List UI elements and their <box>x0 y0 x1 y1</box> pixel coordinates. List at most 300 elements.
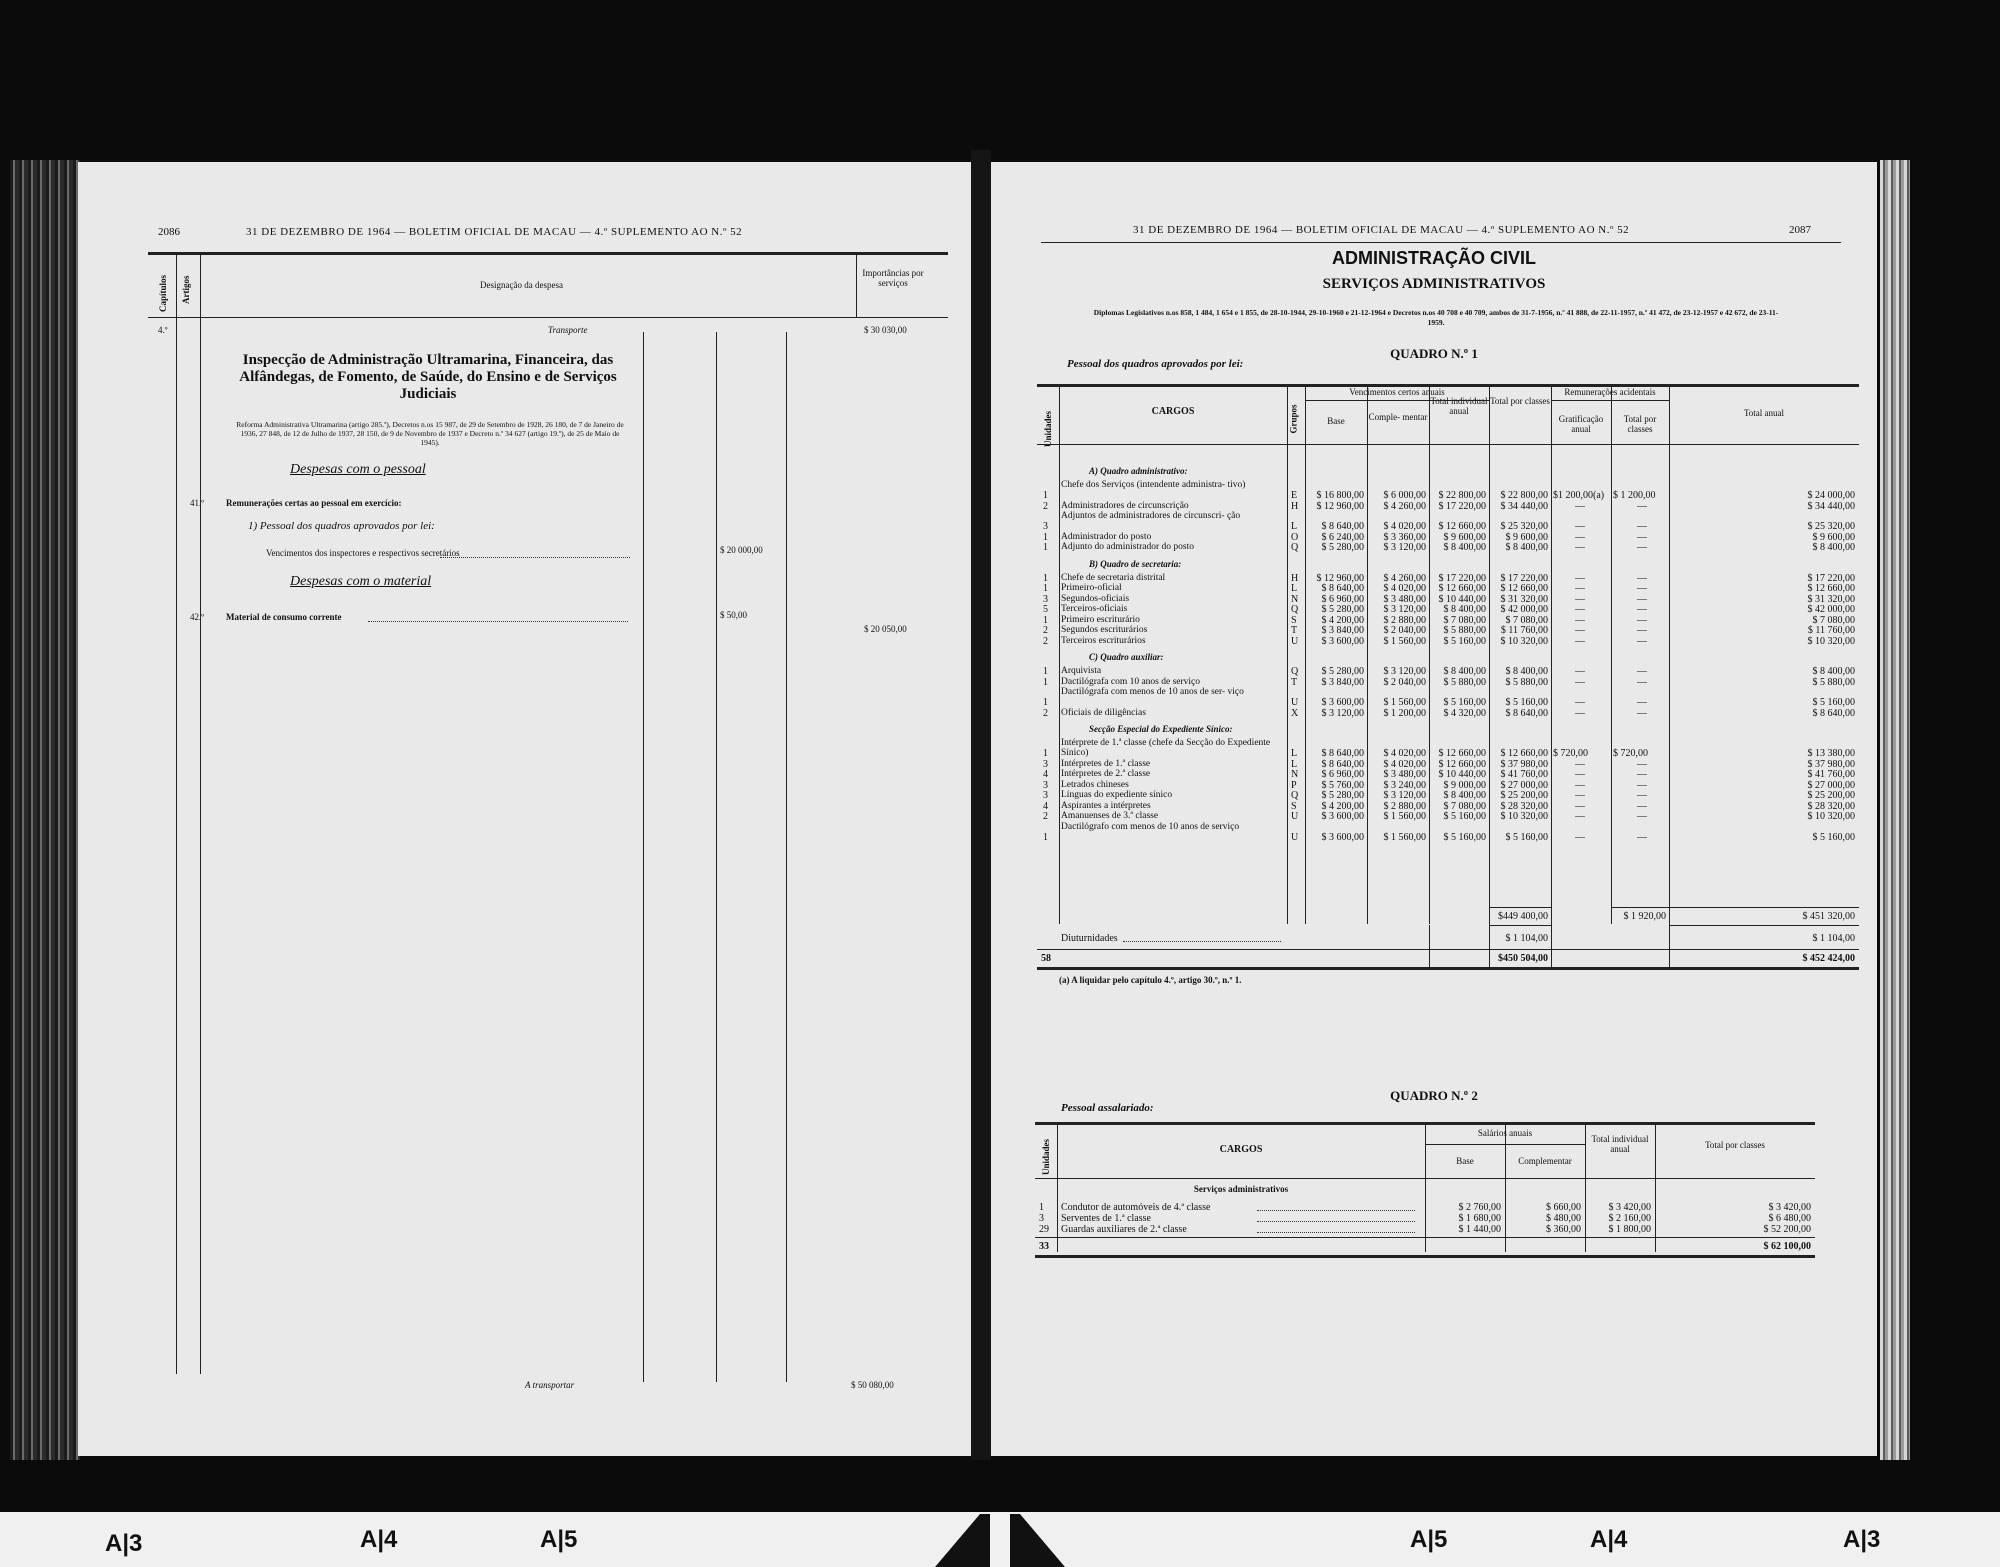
base-value: $ 6 960,00 <box>1321 593 1364 605</box>
grat-value: — <box>1575 572 1585 584</box>
cls2-value: — <box>1637 531 1647 543</box>
col-cargos: CARGOS <box>1151 406 1195 417</box>
grupo: U <box>1291 831 1299 843</box>
unit-count: 3 <box>1043 790 1048 801</box>
cls-value: $ 37 980,00 <box>1500 758 1548 770</box>
col-complementar: Comple- mentar <box>1368 412 1428 422</box>
unit-count: 1 <box>1043 676 1048 688</box>
col-base: Base <box>1456 1156 1474 1166</box>
grupo: H <box>1291 572 1299 584</box>
ind-value: $ 5 160,00 <box>1443 831 1486 843</box>
col-total-classes-2: Total por classes <box>1623 414 1657 434</box>
base-value: $ 3 600,00 <box>1321 635 1364 647</box>
unit-count: 3 <box>1043 758 1048 770</box>
table-section-heading: Secção Especial do Expediente Sínico: <box>1089 724 1233 734</box>
rule <box>1669 907 1670 967</box>
footnote: (a) A liquidar pelo capítulo 4.º, artigo 30.º, n.º 1. <box>1059 975 1242 985</box>
grand-cls: $450 504,00 <box>1498 953 1548 964</box>
article-42: 42.º <box>190 612 205 622</box>
cls-value: $ 12 660,00 <box>1500 583 1548 594</box>
cls-value: $ 42 000,00 <box>1500 604 1548 615</box>
unit-count: 1 <box>1043 697 1048 708</box>
quadro-1-title: QUADRO N.º 1 <box>1390 346 1478 361</box>
base-value: $ 1 680,00 <box>1458 1213 1501 1224</box>
transporte-value: $ 30 030,00 <box>864 325 907 335</box>
rule <box>1611 907 1859 908</box>
ind-value: $ 5 160,00 <box>1443 697 1486 708</box>
grupo: X <box>1291 707 1299 719</box>
dotted-leader <box>1257 1232 1415 1233</box>
cargo-name: Adjuntos de administradores de circunscri- ção <box>1061 511 1241 521</box>
base-value: $ 3 600,00 <box>1321 811 1364 822</box>
ind-value: $ 10 440,00 <box>1438 769 1486 780</box>
cargo-name: Guardas auxiliares de 2.ª classe <box>1061 1224 1187 1235</box>
cls-value: $ 41 760,00 <box>1500 769 1548 780</box>
cls-value: $ 31 320,00 <box>1500 593 1548 605</box>
cls-value: $ 52 200,00 <box>1763 1224 1811 1235</box>
comp-value: $ 3 120,00 <box>1383 790 1426 801</box>
base-value: $ 12 960,00 <box>1316 500 1364 512</box>
ind-value: $ 5 160,00 <box>1443 811 1486 822</box>
cls-value: $ 5 160,00 <box>1505 697 1548 708</box>
cargo-name: Chefe dos Serviços (intendente administra- tivo) <box>1061 480 1246 490</box>
ind-value: $ 4 320,00 <box>1443 707 1486 719</box>
subsection-1: 1) Pessoal dos quadros aprovados por lei: <box>248 520 435 532</box>
cls2-value: — <box>1637 831 1647 843</box>
comp-value: $ 4 020,00 <box>1383 583 1426 594</box>
ind-value: $ 8 400,00 <box>1443 604 1486 615</box>
grat-value: $1 200,00(a) <box>1553 490 1605 501</box>
table-section-heading: C) Quadro auxiliar: <box>1089 652 1164 662</box>
col-vencimentos: Vencimentos certos anuais <box>1349 387 1445 397</box>
unit-count: 3 <box>1039 1213 1044 1224</box>
rule <box>1551 384 1552 924</box>
base-value: $ 3 840,00 <box>1321 625 1364 636</box>
comp-value: $ 2 040,00 <box>1383 676 1426 688</box>
unit-count: 1 <box>1043 531 1048 543</box>
grat-value: — <box>1575 707 1585 719</box>
cargo-name: Terceiros-oficiais <box>1061 604 1128 614</box>
rule <box>1429 925 1430 967</box>
unit-count: 1 <box>1043 831 1048 843</box>
film-marker: A|4 <box>360 1526 398 1553</box>
total-value: $ 7 080,00 <box>1812 614 1855 626</box>
unit-count: 4 <box>1043 800 1048 812</box>
cls2-value: — <box>1637 790 1647 801</box>
col-remuneracoes: Remunerações acidentais <box>1564 387 1656 397</box>
base-value: $ 3 840,00 <box>1321 676 1364 688</box>
sum-total: $ 451 320,00 <box>1802 911 1855 922</box>
rule <box>1035 1255 1815 1258</box>
col-total-individual: Total individual anual <box>1430 396 1488 416</box>
grat-value: — <box>1575 625 1585 636</box>
rule <box>1551 400 1669 401</box>
col-total-anual: Total anual <box>1743 408 1785 418</box>
grat-value: — <box>1575 758 1585 770</box>
grat-value: — <box>1575 779 1585 791</box>
base-value: $ 5 280,00 <box>1321 604 1364 615</box>
right-page <box>991 162 1877 1456</box>
total-value: $ 42 000,00 <box>1807 604 1855 615</box>
grupo: L <box>1291 583 1298 594</box>
comp-value: $ 3 480,00 <box>1383 593 1426 605</box>
grupo: Q <box>1291 666 1299 677</box>
base-value: $ 8 640,00 <box>1321 748 1364 759</box>
ind-value: $ 12 660,00 <box>1438 748 1486 759</box>
cls-value: $ 8 400,00 <box>1505 542 1548 553</box>
rule <box>1489 384 1490 924</box>
grand-total: $ 452 424,00 <box>1802 953 1855 964</box>
unit-count: 1 <box>1043 490 1048 501</box>
grat-value: — <box>1575 666 1585 677</box>
cls-value: $ 8 640,00 <box>1505 707 1548 719</box>
total-value: $ 25 320,00 <box>1807 521 1855 532</box>
ind-value: $ 7 080,00 <box>1443 800 1486 812</box>
grat-value: — <box>1575 593 1585 605</box>
grupo: L <box>1291 758 1298 770</box>
a-transportar-label: A transportar <box>525 1380 575 1390</box>
grupo: U <box>1291 811 1299 822</box>
grupo: H <box>1291 500 1299 512</box>
base-value: $ 5 280,00 <box>1321 666 1364 677</box>
cls2-value: — <box>1637 542 1647 553</box>
article-41-text: Remunerações certas ao pessoal em exercício: <box>226 498 402 508</box>
quadro-2-title: QUADRO N.º 2 <box>1390 1088 1478 1103</box>
total-value: $ 12 660,00 <box>1807 583 1855 594</box>
comp-value: $ 4 260,00 <box>1383 500 1426 512</box>
table-section-heading: Serviços administrativos <box>1193 1184 1289 1194</box>
cargo-name: Chefe de secretaria distrital <box>1061 572 1166 583</box>
col-unidades: Unidades <box>1041 1139 1051 1176</box>
page-number: 2087 <box>1789 224 1811 236</box>
total-value: $ 25 200,00 <box>1807 790 1855 801</box>
dotted-leader <box>1257 1221 1415 1222</box>
unit-count: 29 <box>1039 1224 1049 1235</box>
book-edge-right <box>1880 160 1910 1460</box>
diuturnidades-label: Diuturnidades <box>1061 933 1118 944</box>
transporte-label: Transporte <box>548 325 588 335</box>
comp-value: $ 3 480,00 <box>1383 769 1426 780</box>
grupo: E <box>1291 490 1298 501</box>
article-41: 41.º <box>190 498 205 508</box>
comp-value: $ 6 000,00 <box>1383 490 1426 501</box>
grupo: T <box>1291 676 1298 688</box>
vencimentos-value: $ 20 000,00 <box>720 545 763 555</box>
cls2-value: — <box>1637 676 1647 688</box>
ind-value: $ 8 400,00 <box>1443 666 1486 677</box>
cargo-name: Letrados chineses <box>1061 779 1129 790</box>
cls-value: $ 5 160,00 <box>1505 831 1548 843</box>
col-grupos: Grupos <box>1288 404 1299 434</box>
comp-value: $ 4 020,00 <box>1383 521 1426 532</box>
vencimentos-text: Vencimentos dos inspectores e respectivos secretários <box>266 548 460 558</box>
cargo-name: Arquivista <box>1061 666 1102 676</box>
sum-cls: $449 400,00 <box>1498 911 1548 922</box>
quadro-1-table <box>1037 384 1859 1147</box>
comp-value: $ 360,00 <box>1546 1224 1581 1235</box>
comp-value: $ 3 360,00 <box>1383 531 1426 543</box>
cls-value: $ 12 660,00 <box>1500 748 1548 759</box>
article-42-text: Material de consumo corrente <box>226 612 342 622</box>
a-transportar-value: $ 50 080,00 <box>851 1380 894 1390</box>
subtotal-value: $ 20 050,00 <box>864 624 907 634</box>
base-value: $ 1 440,00 <box>1458 1224 1501 1235</box>
col-cargos: CARGOS <box>1219 1144 1263 1155</box>
rule <box>1489 907 1551 908</box>
total-value: $ 8 640,00 <box>1812 707 1855 719</box>
col-total-individual: Total individual anual <box>1591 1134 1649 1154</box>
comp-value: $ 3 120,00 <box>1383 666 1426 677</box>
rule <box>1489 925 1551 926</box>
comp-value: $ 3 120,00 <box>1383 542 1426 553</box>
page-header: 31 DE DEZEMBRO DE 1964 — BOLETIM OFICIAL DE MACAU — 4.º SUPLEMENTO AO N.º 52 <box>1133 224 1630 236</box>
ind-value: $ 22 800,00 <box>1438 490 1486 501</box>
base-value: $ 8 640,00 <box>1321 583 1364 594</box>
comp-value: $ 3 120,00 <box>1383 604 1426 615</box>
grupo: U <box>1291 635 1299 647</box>
section-title: Inspecção de Administração Ultramarina, Financeira, das Alfândegas, de Fomento, de Saúde, do Ensino e de Serviços Judiciais <box>239 352 617 402</box>
grupo: O <box>1291 531 1299 543</box>
cls2-value: — <box>1637 500 1647 512</box>
total-units: 33 <box>1039 1241 1049 1252</box>
total-units: 58 <box>1041 953 1051 964</box>
ind-value: $ 1 800,00 <box>1608 1224 1651 1235</box>
cargo-name: Condutor de automóveis de 4.ª classe <box>1061 1202 1211 1213</box>
ind-value: $ 17 220,00 <box>1438 500 1486 512</box>
base-value: $ 16 800,00 <box>1316 490 1364 501</box>
comp-value: $ 2 880,00 <box>1383 800 1426 812</box>
comp-value: $ 4 020,00 <box>1383 758 1426 770</box>
grupo: L <box>1291 748 1298 759</box>
rule <box>1035 1237 1815 1238</box>
total-value: $ 5 880,00 <box>1812 676 1855 688</box>
cls-value: $ 5 880,00 <box>1505 676 1548 688</box>
base-value: $ 6 240,00 <box>1321 531 1364 543</box>
film-marker: A|3 <box>1843 1526 1881 1553</box>
grat-value: — <box>1575 542 1585 553</box>
film-arrow-icon <box>935 1512 1065 1567</box>
unit-count: 3 <box>1043 779 1048 791</box>
section-note: Reforma Administrativa Ultramarina (artigo 285.º), Decretos n.os 15 987, de 29 de Setembro de 1928, 26 180, de 7 de Janeiro de 1936, 27 848, de 12 de Julho de 1937, 28 150, de 9 de Novembro de 1937 e Decreto n.º 34 627 (artigo 19.º), de 25 de Maio de 1945). <box>236 420 624 447</box>
cargo-name: Administradores de circunscrição <box>1061 500 1189 511</box>
grat-value: — <box>1575 676 1585 688</box>
comp-value: $ 1 560,00 <box>1383 831 1426 843</box>
comp-value: $ 1 200,00 <box>1383 707 1426 719</box>
table-section-heading: B) Quadro de secretaria: <box>1089 558 1182 569</box>
cargo-name: Intérprete de 1.ª classe (chefe da Secção do Expediente Sínico) <box>1061 738 1271 758</box>
cls2-value: — <box>1637 583 1647 594</box>
base-value: $ 12 960,00 <box>1316 572 1364 584</box>
grupo: N <box>1291 769 1299 780</box>
cls2-value: — <box>1637 593 1647 605</box>
grat-value: — <box>1575 604 1585 615</box>
total-value: $ 10 320,00 <box>1807 635 1855 647</box>
book-edge-left <box>10 160 80 1460</box>
dotted-leader <box>1257 1210 1415 1211</box>
doc-title: ADMINISTRAÇÃO CIVIL <box>1332 248 1536 268</box>
ind-value: $ 12 660,00 <box>1438 583 1486 594</box>
article-42-value: $ 50,00 <box>720 610 747 620</box>
despesas-material-heading: Despesas com o material <box>290 574 432 589</box>
rule <box>1669 384 1670 939</box>
total-value: $ 34 440,00 <box>1807 500 1855 512</box>
comp-value: $ 480,00 <box>1546 1213 1581 1224</box>
unit-count: 2 <box>1043 500 1048 512</box>
ind-value: $ 8 400,00 <box>1443 542 1486 553</box>
col-complementar: Complementar <box>1518 1156 1572 1166</box>
grat-value: — <box>1575 614 1585 626</box>
cargo-name: Oficiais de diligências <box>1061 707 1146 718</box>
grat-value: — <box>1575 769 1585 780</box>
cargo-name: Adjunto do administrador do posto <box>1061 542 1194 552</box>
base-value: $ 3 600,00 <box>1321 697 1364 708</box>
total-value: $ 9 600,00 <box>1812 531 1855 543</box>
cls2-value: — <box>1637 800 1647 812</box>
grat-value: — <box>1575 635 1585 647</box>
unit-count: 2 <box>1043 635 1048 647</box>
unit-count: 1 <box>1043 666 1048 677</box>
total-value: $ 37 980,00 <box>1807 758 1855 770</box>
cls2-value: $ 1 200,00 <box>1613 490 1656 501</box>
comp-value: $ 2 880,00 <box>1383 614 1426 626</box>
cls-value: $ 8 400,00 <box>1505 666 1548 677</box>
grat-value: — <box>1575 500 1585 512</box>
cls-value: $ 6 480,00 <box>1768 1213 1811 1224</box>
ind-value: $ 9 600,00 <box>1443 531 1486 543</box>
unit-count: 1 <box>1039 1202 1044 1213</box>
col-salarios: Salários anuais <box>1477 1128 1533 1138</box>
cls-value: $ 28 320,00 <box>1500 800 1548 812</box>
grupo: N <box>1291 593 1299 605</box>
book-gutter <box>971 150 991 1460</box>
rule <box>1287 384 1288 924</box>
cargo-name: Dactilógrafo com menos de 10 anos de serviço <box>1061 821 1240 832</box>
dotted-leader <box>1123 941 1281 942</box>
doc-subtitle: SERVIÇOS ADMINISTRATIVOS <box>1322 276 1546 292</box>
unit-count: 2 <box>1043 811 1048 822</box>
total-value: $ 5 160,00 <box>1812 831 1855 843</box>
unit-count: 1 <box>1043 572 1048 584</box>
rule <box>1305 384 1306 924</box>
col-gratificacao: Gratificação anual <box>1558 414 1604 434</box>
base-value: $ 3 120,00 <box>1321 707 1364 719</box>
col-designacao: Designação da despesa <box>480 280 563 290</box>
grupo: Q <box>1291 790 1299 801</box>
cls-value: $ 11 760,00 <box>1500 625 1548 636</box>
total-value: $ 10 320,00 <box>1807 811 1855 822</box>
unit-count: 5 <box>1043 604 1048 615</box>
ind-value: $ 5 880,00 <box>1443 625 1486 636</box>
unit-count: 4 <box>1043 769 1048 780</box>
table-section-heading: A) Quadro administrativo: <box>1089 466 1188 476</box>
base-value: $ 5 760,00 <box>1321 779 1364 791</box>
cargo-name: Dactilógrafa com 10 anos de serviço <box>1061 676 1201 687</box>
grat-value: — <box>1575 521 1585 532</box>
comp-value: $ 4 260,00 <box>1383 572 1426 584</box>
cargo-name: Intérpretes de 1.ª classe <box>1061 758 1151 769</box>
rule <box>1669 925 1859 926</box>
cls2-value: — <box>1637 707 1647 719</box>
comp-value: $ 660,00 <box>1546 1202 1581 1213</box>
film-marker: A|5 <box>540 1526 578 1553</box>
grat-value: — <box>1575 831 1585 843</box>
ind-value: $ 10 440,00 <box>1438 593 1486 605</box>
diplomas-note: Diplomas Legislativos n.os 858, 1 484, 1 654 e 1 855, de 28-10-1944, 29-10-1960 e 21-12-1964 e Decretos n.os 40 708 e 40 709, ambos de 31-7-1956, n.º 41 888, de 22-11-1957, n.º 41 472, de 23-12-1957 e 42 672, de 23-11-1959. <box>1093 308 1779 327</box>
ind-value: $ 5 880,00 <box>1443 676 1486 688</box>
ind-value: $ 5 160,00 <box>1443 635 1486 647</box>
cls-value: $ 25 200,00 <box>1500 790 1548 801</box>
comp-value: $ 1 560,00 <box>1383 635 1426 647</box>
cls-value: $ 25 320,00 <box>1500 521 1548 532</box>
cargo-name: Amanuenses de 3.ª classe <box>1061 811 1159 821</box>
grand-total: $ 62 100,00 <box>1763 1241 1811 1252</box>
cls-value: $ 3 420,00 <box>1768 1202 1811 1213</box>
rule <box>1429 384 1430 924</box>
total-value: $ 28 320,00 <box>1807 800 1855 812</box>
film-marker: A|4 <box>1590 1526 1628 1553</box>
grat-value: — <box>1575 697 1585 708</box>
chapter-number: 4.º <box>158 325 168 335</box>
cls2-value: — <box>1637 769 1647 780</box>
ind-value: $ 17 220,00 <box>1438 572 1486 584</box>
ind-value: $ 12 660,00 <box>1438 758 1486 770</box>
col-artigos: Artigos <box>181 275 191 304</box>
grupo: Q <box>1291 604 1299 615</box>
unit-count: 1 <box>1043 542 1048 553</box>
film-marker: A|3 <box>105 1530 143 1557</box>
base-value: $ 6 960,00 <box>1321 769 1364 780</box>
sum-cls2: $ 1 920,00 <box>1623 911 1666 922</box>
ind-value: $ 7 080,00 <box>1443 614 1486 626</box>
cls-value: $ 10 320,00 <box>1500 811 1548 822</box>
total-value: $ 41 760,00 <box>1807 769 1855 780</box>
cargo-name: Primeiro-oficial <box>1061 583 1122 593</box>
comp-value: $ 3 240,00 <box>1383 779 1426 791</box>
col-importancias: Importâncias por serviços <box>862 268 924 288</box>
diut-cls: $ 1 104,00 <box>1505 933 1548 944</box>
cargo-name: Línguas do expediente sínico <box>1061 790 1173 800</box>
page-number: 2086 <box>158 226 180 238</box>
rule <box>1037 967 1859 970</box>
cls-value: $ 34 440,00 <box>1500 500 1548 512</box>
base-value: $ 8 640,00 <box>1321 521 1364 532</box>
unit-count: 1 <box>1043 748 1048 759</box>
rule <box>1037 444 1859 445</box>
cls-value: $ 10 320,00 <box>1500 635 1548 647</box>
page-header: 31 DE DEZEMBRO DE 1964 — BOLETIM OFICIAL DE MACAU — 4.º SUPLEMENTO AO N.º 52 <box>246 226 743 238</box>
cargo-name: Aspirantes a intérpretes <box>1061 800 1151 811</box>
cls2-value: — <box>1637 758 1647 770</box>
total-value: $ 27 000,00 <box>1807 779 1855 791</box>
cls2-value: — <box>1637 697 1647 708</box>
ind-value: $ 9 000,00 <box>1443 779 1486 791</box>
col-total-classes: Total por classes <box>1490 396 1550 406</box>
rule <box>1367 384 1368 924</box>
base-value: $ 5 280,00 <box>1321 542 1364 553</box>
rule <box>1037 949 1859 950</box>
cargo-name: Segundos-oficiais <box>1061 593 1130 604</box>
grat-value: — <box>1575 811 1585 822</box>
cls-value: $ 27 000,00 <box>1500 779 1548 791</box>
grat-value: — <box>1575 800 1585 812</box>
grat-value: — <box>1575 531 1585 543</box>
base-value: $ 3 600,00 <box>1321 831 1364 843</box>
unit-count: 3 <box>1043 521 1048 532</box>
cargo-name: Terceiros escriturários <box>1061 635 1146 646</box>
total-value: $ 31 320,00 <box>1807 593 1855 605</box>
total-value: $ 17 220,00 <box>1807 572 1855 584</box>
base-value: $ 2 760,00 <box>1458 1202 1501 1213</box>
